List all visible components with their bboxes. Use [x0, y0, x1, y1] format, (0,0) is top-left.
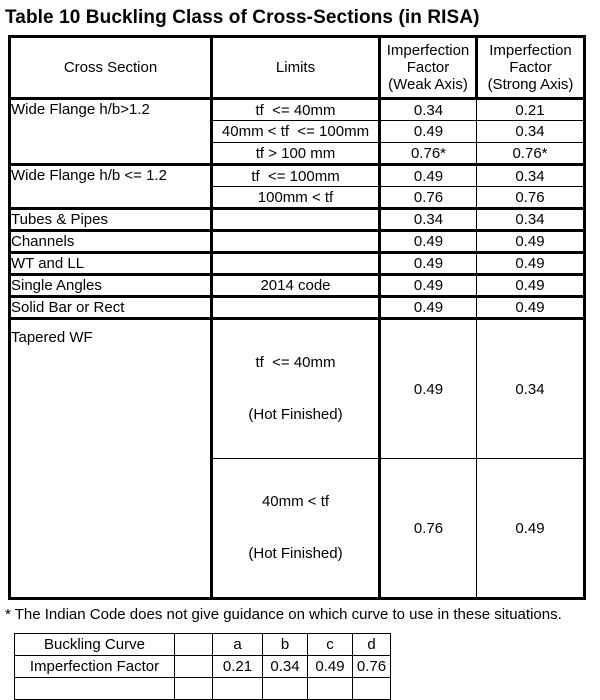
cross-section-cell: Tubes & Pipes: [10, 209, 212, 231]
table-row: [10, 209, 585, 231]
curve-cell: c: [308, 634, 353, 656]
curve-row-label: Buckling Curve: [15, 634, 175, 656]
strong-factor-cell: 0.34: [477, 209, 585, 231]
cross-section-cell: Single Angles: [10, 275, 212, 297]
curve-cell: d: [353, 634, 391, 656]
header-line: (Strong Axis): [487, 76, 574, 93]
weak-factor-cell: 0.76*: [380, 143, 477, 165]
buckling-curve-table: [14, 633, 391, 700]
weak-factor-cell: 0.34: [380, 209, 477, 231]
table-row: [10, 231, 585, 253]
cross-section-cell: WT and LL: [10, 253, 212, 275]
strong-factor-cell: 0.34: [477, 319, 585, 459]
weak-factor-cell: 0.49: [380, 231, 477, 253]
cross-section-cell: Wide Flange h/b>1.2: [10, 99, 212, 165]
table-row: [10, 99, 585, 121]
strong-factor-cell: 0.49: [477, 275, 585, 297]
header-imperfection-factor-weak: [380, 37, 477, 99]
weak-factor-cell: 0.49: [380, 165, 477, 187]
weak-factor-cell: 0.49: [380, 297, 477, 319]
strong-factor-cell: 0.49: [477, 231, 585, 253]
limits-line: (Hot Finished): [248, 545, 343, 562]
table-row: [10, 165, 585, 187]
strong-factor-cell: 0.76: [477, 187, 585, 209]
table-row: [15, 634, 391, 656]
header-limits: Limits: [212, 37, 380, 99]
limits-cell: [212, 459, 380, 599]
curve-blank-cell: [263, 678, 308, 700]
strong-factor-cell: 0.49: [477, 459, 585, 599]
page-title: Table 10 Buckling Class of Cross-Sections (in RISA): [5, 7, 480, 28]
weak-factor-cell: 0.76: [380, 187, 477, 209]
limits-cell: [212, 297, 380, 319]
limits-cell: [212, 231, 380, 253]
strong-factor-cell: 0.49: [477, 297, 585, 319]
limits-cell: 100mm < tf: [212, 187, 380, 209]
curve-cell: 0.76: [353, 656, 391, 678]
curve-blank-cell: [213, 678, 263, 700]
table-row: [10, 319, 585, 459]
limits-line: tf <= 40mm: [255, 354, 336, 371]
weak-factor-cell: 0.49: [380, 275, 477, 297]
header-line: Imperfection: [489, 42, 572, 59]
curve-blank-cell: [175, 678, 213, 700]
limits-cell: tf <= 100mm: [212, 165, 380, 187]
limits-line: (Hot Finished): [248, 406, 343, 423]
curve-cell: 0.34: [263, 656, 308, 678]
weak-factor-cell: 0.49: [380, 253, 477, 275]
weak-factor-cell: 0.49: [380, 121, 477, 143]
curve-row-label: Imperfection Factor: [15, 656, 175, 678]
strong-factor-cell: 0.49: [477, 253, 585, 275]
cross-section-cell: Wide Flange h/b <= 1.2: [10, 165, 212, 209]
table-row: [10, 297, 585, 319]
cross-section-cell: Tapered WF: [10, 319, 212, 599]
curve-cell: 0.21: [213, 656, 263, 678]
limits-cell: 2014 code: [212, 275, 380, 297]
weak-factor-cell: 0.49: [380, 319, 477, 459]
weak-factor-cell: 0.34: [380, 99, 477, 121]
curve-blank-cell: [175, 634, 213, 656]
strong-factor-cell: 0.21: [477, 99, 585, 121]
header-line: Factor: [509, 59, 552, 76]
curve-blank-cell: [175, 656, 213, 678]
curve-cell: a: [213, 634, 263, 656]
table-row: [10, 275, 585, 297]
curve-blank-cell: [353, 678, 391, 700]
limits-cell: 40mm < tf <= 100mm: [212, 121, 380, 143]
curve-cell: 0.49: [308, 656, 353, 678]
table-row-cropped: [15, 678, 391, 700]
limits-cell: [212, 253, 380, 275]
header-row: [10, 37, 585, 99]
table-row: [15, 656, 391, 678]
limits-cell: [212, 209, 380, 231]
strong-factor-cell: 0.34: [477, 121, 585, 143]
header-line: (Weak Axis): [388, 76, 468, 93]
curve-cell: b: [263, 634, 308, 656]
limits-line: 40mm < tf: [261, 493, 330, 510]
cross-section-cell: Solid Bar or Rect: [10, 297, 212, 319]
cross-section-cell: Channels: [10, 231, 212, 253]
footnote: * The Indian Code does not give guidance on which curve to use in these situations.: [5, 606, 562, 623]
weak-factor-cell: 0.76: [380, 459, 477, 599]
limits-cell: tf <= 40mm: [212, 99, 380, 121]
strong-factor-cell: 0.34: [477, 165, 585, 187]
limits-cell: tf > 100 mm: [212, 143, 380, 165]
strong-factor-cell: 0.76*: [477, 143, 585, 165]
header-line: Factor: [406, 59, 450, 76]
table-row: [10, 253, 585, 275]
header-imperfection-factor-strong: [477, 37, 585, 99]
buckling-class-table: [8, 35, 586, 600]
header-line: Imperfection: [386, 42, 470, 59]
curve-blank-cell: [308, 678, 353, 700]
limits-cell: [212, 319, 380, 459]
curve-blank-cell: [15, 678, 175, 700]
header-cross-section: Cross Section: [10, 37, 212, 99]
